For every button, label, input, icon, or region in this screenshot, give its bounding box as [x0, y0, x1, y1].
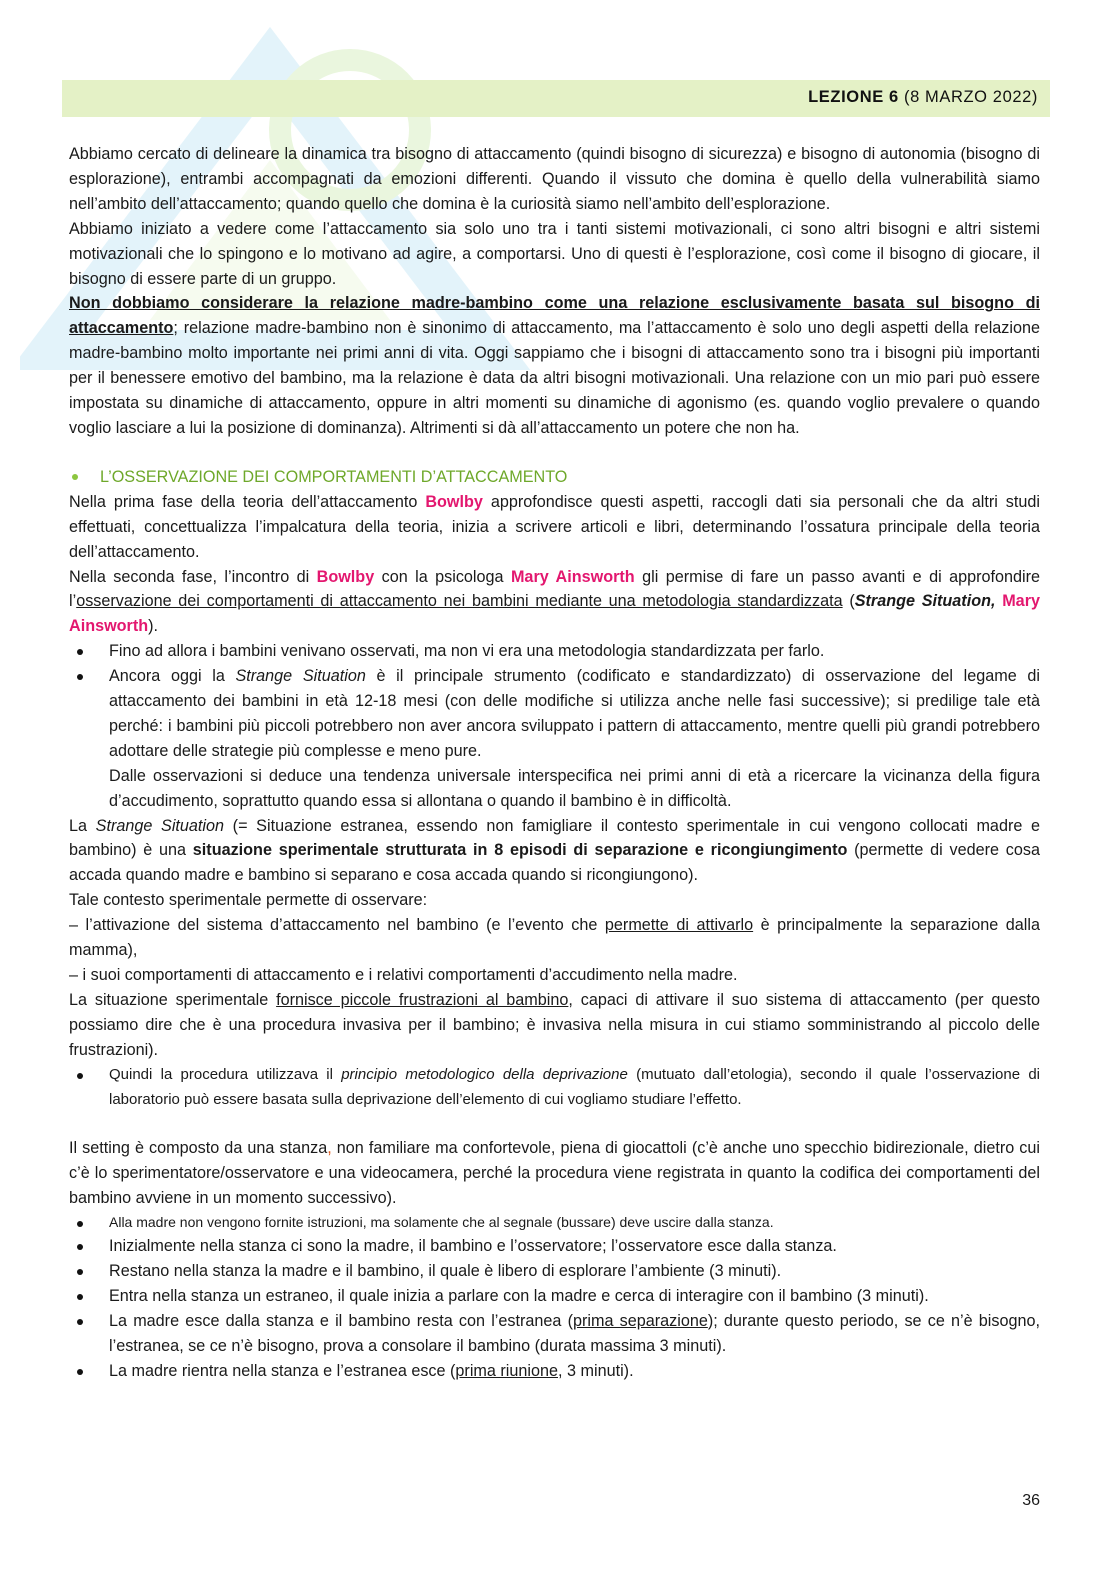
- list-item: Quindi la procedura utilizzava il principio metodologico della deprivazione (mutuato dall’etologia), secondo il quale l’osservazione di laboratorio può essere basata sulla deprivazione dell’elemento di cui vogliamo studiare l’effetto.: [69, 1063, 1040, 1113]
- bullet-icon: [77, 649, 83, 655]
- paragraph-11: Il setting è composto da una stanza, non familiare ma confortevole, piena di giocattoli (c’è anche uno specchio bidirezionale, dietro cui c’è lo sperimentatore/osservatore e una videocamera, perché la procedura viene registrata in quanto la codifica dei comportamenti del bambino avviene in un momento successivo).: [69, 1139, 1041, 1208]
- steps-list: [69, 1234, 1040, 1383]
- header-title: [808, 88, 1038, 107]
- paragraph-9: – i suoi comportamenti di attaccamento e i relativi comportamenti d’accudimento nella madre.: [69, 966, 738, 984]
- list-item: La madre esce dalla stanza e il bambino resta con l’estranea (prima separazione); durante questo periodo, se ce n’è bisogno, l’estranea, se ce n’è bisogno, prova a consolare il bambino (durata massima 3 minuti).: [69, 1309, 1040, 1359]
- paragraph-7: Tale contesto sperimentale permette di osservare:: [69, 891, 428, 910]
- paragraph-5: Nella seconda fase, l’incontro di Bowlby con la psicologa Mary Ainsworth gli permise di fare un passo avanti e di approfondire l’osservazione dei comportamenti di attaccamento nei bambini mediante una metodologia standardizzata (Strange Situation, Mary Ainsworth).: [69, 567, 1040, 636]
- bold-phrase: situazione sperimentale strutturata in 8 episodi di separazione e ricongiungimento: [192, 841, 848, 860]
- method-name: Strange Situation,: [854, 592, 996, 611]
- paragraph-3: Non dobbiamo considerare la relazione madre-bambino come una relazione esclusivamente basata sul bisogno di attaccamento; relazione madre-bambino non è sinonimo di attaccamento, ma l’attaccamento è solo uno degli aspetti della relazione madre-bambino molto importante nei primi anni di vita. Oggi sappiamo che i bisogni di attaccamento sono tra i bisogni più importanti per il benessere emotivo del bambino, ma la relazione è data da altri bisogni motivazionali. Una relazione con un mio pari può essere impostata su dinamiche di attaccamento, oppure in altri momenti su dinamiche di agonismo (es. quando voglio prevalere o quando voglio lasciare a lui la posizione di dominanza). Altrimenti si dà all’attaccamento un potere che non ha.: [69, 294, 1040, 437]
- bullet-icon: [72, 474, 78, 480]
- list-item: Ancora oggi la Strange Situation è il principale strumento (codificato e standardizzato) di osservazione del legame di attaccamento dei bambini in età 12-18 mesi (con delle modifiche si utilizza anche nelle fasi successive); si predilige tale età perché: i bambini più piccoli potrebbero non aver ancora sviluppato i pattern di attaccamento, mentre quelli più grandi potrebbero adottare delle strategie più complesse e meno pure. Dalle osservazioni si deduce una tendenza universale interspecifica nei primi anni di età a ricercare la vicinanza della figura d’accudimento, soprattutto quando essa si allontana o quando il bambino è in difficoltà.: [69, 664, 1040, 813]
- list-item: Entra nella stanza un estraneo, il quale inizia a parlare con la madre e cerca di interagire con il bambino (3 minuti).: [69, 1284, 1040, 1309]
- list-item: Fino ad allora i bambini venivano osservati, ma non vi era una metodologia standardizzata per farlo.: [69, 639, 1040, 664]
- bullet-icon: [77, 1269, 83, 1275]
- bullet-list-2: [69, 1063, 1040, 1113]
- bullet-list-3: [69, 1211, 1040, 1234]
- bullet-icon: [77, 674, 83, 680]
- bullet-icon: [77, 1073, 83, 1079]
- bullet-icon: [77, 1369, 83, 1375]
- bullet-icon: [77, 1294, 83, 1300]
- paragraph-8: – l’attivazione del sistema d’attaccamento nel bambino (e l’evento che permette di attivarlo è principalmente la separazione dalla mamma),: [69, 916, 1040, 960]
- paragraph-6: La Strange Situation (= Situazione estranea, essendo non famigliare il contesto sperimentale in cui vengono collocati madre e bambino) è una situazione sperimentale strutturata in 8 episodi di separazione e ricongiungimento (permette di vedere cosa accada quando madre e bambino si separano e cosa accada quando si ricongiungono).: [69, 816, 1040, 885]
- list-item: Alla madre non vengono fornite istruzioni, ma solamente che al segnale (bussare) deve uscire dalla stanza.: [69, 1211, 1040, 1234]
- paragraph-4: Nella prima fase della teoria dell’attaccamento Bowlby approfondisce questi aspetti, raccogli dati sia personali che da altri studi effettuati, concettualizza l’impalcatura della teoria, inizia a scrivere articoli e libri, determinando l’ossatura principale della teoria dell’attaccamento.: [69, 492, 1040, 561]
- bullet-icon: [77, 1221, 83, 1227]
- section-title: L’OSSERVAZIONE DEI COMPORTAMENTI D’ATTACCAMENTO: [100, 467, 568, 486]
- page-header: [62, 80, 1050, 117]
- key-statement: Non dobbiamo considerare la relazione madre-bambino come una relazione esclusivamente basata sul bisogno di attaccamento: [69, 294, 1040, 338]
- bullet-list-1: [69, 639, 1040, 813]
- section-heading: [69, 465, 1040, 490]
- underlined-phrase: permette di attivarlo: [604, 916, 754, 935]
- underlined-phrase: fornisce piccole frustrazioni al bambino: [276, 990, 569, 1009]
- author-name: Bowlby: [425, 492, 483, 511]
- page-content: [69, 142, 1040, 1384]
- list-item: Inizialmente nella stanza ci sono la madre, il bambino e l’osservatore; l’osservatore esce dalla stanza.: [69, 1234, 1040, 1259]
- author-name: Bowlby: [316, 567, 375, 586]
- lesson-date: (8 MARZO 2022): [903, 88, 1038, 106]
- paragraph-1: Abbiamo cercato di delineare la dinamica tra bisogno di attaccamento (quindi bisogno di sicurezza) e bisogno di autonomia (bisogno di esplorazione), entrambi accompagnati da emozioni differenti. Quando il vissuto che domina è quello della vulnerabilità siamo nell’ambito dell’attaccamento; quando quello che domina è la curiosità siamo nell’ambito dell’esplorazione.: [69, 145, 1040, 213]
- list-item: Restano nella stanza la madre e il bambino, il quale è libero di esplorare l’ambiente (3 minuti).: [69, 1259, 1040, 1284]
- list-item: La madre rientra nella stanza e l’estranea esce (prima riunione, 3 minuti).: [69, 1359, 1040, 1384]
- underlined-phrase: osservazione dei comportamenti di attaccamento nei bambini mediante una metodologia standardizzata: [76, 592, 843, 611]
- bullet-icon: [77, 1244, 83, 1250]
- author-name: Mary Ainsworth: [69, 592, 1040, 636]
- paragraph-10: La situazione sperimentale fornisce piccole frustrazioni al bambino, capaci di attivare il suo sistema di attaccamento (per questo possiamo dire che è una procedura invasiva per il bambino; è invasiva nella misura in cui stiamo somministrando al piccolo delle frustrazioni).: [69, 990, 1040, 1059]
- paragraph-2: Abbiamo iniziato a vedere come l’attaccamento sia solo uno tra i tanti sistemi motivazionali, ci sono altri bisogni e altri sistemi motivazionali che lo spingono e lo motivano ad agire, a comportarsi. Uno di questi è l’esplorazione, così come il bisogno di giocare, il bisogno di essere parte di un gruppo.: [69, 219, 1040, 288]
- page-number: 36: [1022, 1492, 1040, 1509]
- bullet-icon: [77, 1319, 83, 1325]
- lesson-number: LEZIONE 6: [808, 88, 899, 106]
- author-name: Mary Ainsworth: [510, 567, 635, 586]
